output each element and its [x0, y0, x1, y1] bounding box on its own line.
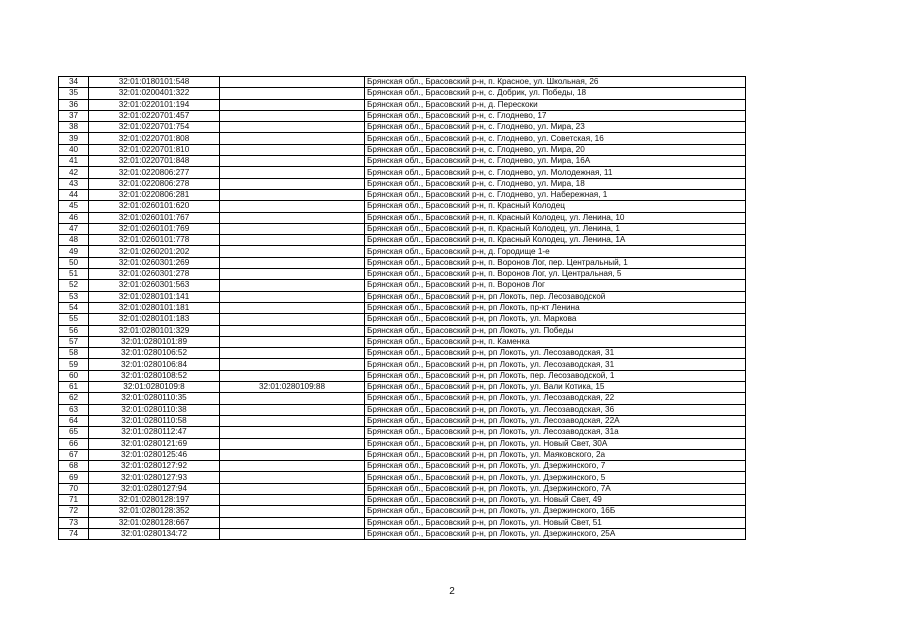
row-number-cell: 48: [59, 235, 89, 246]
table-row: [59, 438, 746, 449]
address-cell: Брянская обл., Брасовский р-н, с. Глоднево, ул. Мира, 16А: [365, 156, 746, 167]
address-cell: Брянская обл., Брасовский р-н, рп Локоть, ул. Лесозаводская, 22А: [365, 415, 746, 426]
row-number-cell: 51: [59, 269, 89, 280]
table-row: [59, 359, 746, 370]
table-row: [59, 167, 746, 178]
related-cadastral-number-cell: [220, 167, 365, 178]
cadastral-number-cell: 32:01:0280134:72: [89, 528, 220, 539]
cadastral-number-cell: 32:01:0280101:89: [89, 336, 220, 347]
table-row: [59, 212, 746, 223]
table-row: [59, 415, 746, 426]
related-cadastral-number-cell: [220, 144, 365, 155]
related-cadastral-number-cell: [220, 359, 365, 370]
address-cell: Брянская обл., Брасовский р-н, рп Локоть, ул. Маяковского, 2а: [365, 449, 746, 460]
row-number-cell: 62: [59, 393, 89, 404]
cadastral-number-cell: 32:01:0280101:141: [89, 291, 220, 302]
cadastral-number-cell: 32:01:0260301:563: [89, 280, 220, 291]
related-cadastral-number-cell: [220, 336, 365, 347]
table-row: [59, 99, 746, 110]
related-cadastral-number-cell: [220, 122, 365, 133]
row-number-cell: 65: [59, 427, 89, 438]
address-cell: Брянская обл., Брасовский р-н, рп Локоть, пер. Лесозаводской: [365, 291, 746, 302]
row-number-cell: 58: [59, 348, 89, 359]
table-row: [59, 393, 746, 404]
table-row: [59, 291, 746, 302]
row-number-cell: 44: [59, 189, 89, 200]
address-cell: Брянская обл., Брасовский р-н, рп Локоть, ул. Новый Свет, 51: [365, 517, 746, 528]
row-number-cell: 47: [59, 223, 89, 234]
cadastral-number-cell: 32:01:0220806:277: [89, 167, 220, 178]
row-number-cell: 73: [59, 517, 89, 528]
address-cell: Брянская обл., Брасовский р-н, рп Локоть, ул. Дзержинского, 16Б: [365, 506, 746, 517]
row-number-cell: 64: [59, 415, 89, 426]
cadastral-number-cell: 32:01:0220806:278: [89, 178, 220, 189]
address-cell: Брянская обл., Брасовский р-н, рп Локоть, ул. Лесозаводская, 31: [365, 348, 746, 359]
address-cell: Брянская обл., Брасовский р-н, с. Глоднево, ул. Мира, 20: [365, 144, 746, 155]
table-row: [59, 348, 746, 359]
table-row: [59, 178, 746, 189]
table-row: [59, 302, 746, 313]
table-row: [59, 110, 746, 121]
row-number-cell: 56: [59, 325, 89, 336]
address-cell: Брянская обл., Брасовский р-н, рп Локоть, ул. Дзержинского, 25А: [365, 528, 746, 539]
related-cadastral-number-cell: [220, 302, 365, 313]
table-row: [59, 382, 746, 393]
table-row: [59, 246, 746, 257]
cadastral-number-cell: 32:01:0220701:808: [89, 133, 220, 144]
row-number-cell: 52: [59, 280, 89, 291]
table-row: [59, 223, 746, 234]
row-number-cell: 60: [59, 370, 89, 381]
table-row: [59, 483, 746, 494]
table-row: [59, 189, 746, 200]
related-cadastral-number-cell: [220, 325, 365, 336]
related-cadastral-number-cell: [220, 235, 365, 246]
row-number-cell: 55: [59, 314, 89, 325]
cadastral-number-cell: 32:01:0280127:94: [89, 483, 220, 494]
row-number-cell: 68: [59, 461, 89, 472]
table-row: [59, 235, 746, 246]
row-number-cell: 74: [59, 528, 89, 539]
cadastral-number-cell: 32:01:0280109:8: [89, 382, 220, 393]
address-cell: Брянская обл., Брасовский р-н, с. Глоднево, ул. Мира, 23: [365, 122, 746, 133]
row-number-cell: 54: [59, 302, 89, 313]
row-number-cell: 71: [59, 494, 89, 505]
related-cadastral-number-cell: [220, 393, 365, 404]
related-cadastral-number-cell: [220, 483, 365, 494]
row-number-cell: 59: [59, 359, 89, 370]
cadastral-number-cell: 32:01:0280106:52: [89, 348, 220, 359]
related-cadastral-number-cell: [220, 212, 365, 223]
row-number-cell: 67: [59, 449, 89, 460]
cadastral-number-cell: 32:01:0280128:352: [89, 506, 220, 517]
cadastral-number-cell: 32:01:0280110:58: [89, 415, 220, 426]
table-row: [59, 133, 746, 144]
address-cell: Брянская обл., Брасовский р-н, рп Локоть, ул. Лесозаводская, 31а: [365, 427, 746, 438]
row-number-cell: 53: [59, 291, 89, 302]
cadastral-number-cell: 32:01:0280112:47: [89, 427, 220, 438]
address-cell: Брянская обл., Брасовский р-н, п. Красное, ул. Школьная, 26: [365, 77, 746, 88]
table-row: [59, 404, 746, 415]
table-row: [59, 449, 746, 460]
related-cadastral-number-cell: [220, 528, 365, 539]
row-number-cell: 41: [59, 156, 89, 167]
address-cell: Брянская обл., Брасовский р-н, с. Глоднево, 17: [365, 110, 746, 121]
table-body: [59, 77, 746, 540]
related-cadastral-number-cell: 32:01:0280109:88: [220, 382, 365, 393]
cadastral-number-cell: 32:01:0200401:322: [89, 88, 220, 99]
row-number-cell: 63: [59, 404, 89, 415]
cadastral-number-cell: 32:01:0220701:754: [89, 122, 220, 133]
address-cell: Брянская обл., Брасовский р-н, рп Локоть, пер. Лесозаводской, 1: [365, 370, 746, 381]
address-cell: Брянская обл., Брасовский р-н, рп Локоть, ул. Маркова: [365, 314, 746, 325]
address-cell: Брянская обл., Брасовский р-н, п. Красный Колодец, ул. Ленина, 1А: [365, 235, 746, 246]
related-cadastral-number-cell: [220, 438, 365, 449]
table-row: [59, 427, 746, 438]
cadastral-number-cell: 32:01:0260101:620: [89, 201, 220, 212]
cadastral-number-cell: 32:01:0280121:69: [89, 438, 220, 449]
related-cadastral-number-cell: [220, 189, 365, 200]
table-row: [59, 156, 746, 167]
row-number-cell: 34: [59, 77, 89, 88]
related-cadastral-number-cell: [220, 449, 365, 460]
table-row: [59, 88, 746, 99]
related-cadastral-number-cell: [220, 472, 365, 483]
related-cadastral-number-cell: [220, 494, 365, 505]
address-cell: Брянская обл., Брасовский р-н, с. Глоднево, ул. Мира, 18: [365, 178, 746, 189]
address-cell: Брянская обл., Брасовский р-н, рп Локоть, ул. Дзержинского, 7А: [365, 483, 746, 494]
address-cell: Брянская обл., Брасовский р-н, п. Воронов Лог: [365, 280, 746, 291]
address-cell: Брянская обл., Брасовский р-н, п. Каменка: [365, 336, 746, 347]
cadastral-number-cell: 32:01:0180101:548: [89, 77, 220, 88]
related-cadastral-number-cell: [220, 246, 365, 257]
address-cell: Брянская обл., Брасовский р-н, п. Красный Колодец: [365, 201, 746, 212]
row-number-cell: 45: [59, 201, 89, 212]
table-row: [59, 461, 746, 472]
related-cadastral-number-cell: [220, 110, 365, 121]
related-cadastral-number-cell: [220, 178, 365, 189]
address-cell: Брянская обл., Брасовский р-н, рп Локоть, ул. Дзержинского, 7: [365, 461, 746, 472]
row-number-cell: 36: [59, 99, 89, 110]
related-cadastral-number-cell: [220, 201, 365, 212]
cadastral-number-cell: 32:01:0280101:181: [89, 302, 220, 313]
cadastral-number-cell: 32:01:0280101:329: [89, 325, 220, 336]
address-cell: Брянская обл., Брасовский р-н, с. Глоднево, ул. Молодежная, 11: [365, 167, 746, 178]
row-number-cell: 72: [59, 506, 89, 517]
table-row: [59, 517, 746, 528]
table-row: [59, 336, 746, 347]
table-row: [59, 77, 746, 88]
cadastral-number-cell: 32:01:0220806:281: [89, 189, 220, 200]
address-cell: Брянская обл., Брасовский р-н, п. Воронов Лог, ул. Центральная, 5: [365, 269, 746, 280]
table-row: [59, 528, 746, 539]
cadastral-number-cell: 32:01:0260301:269: [89, 257, 220, 268]
cadastral-number-cell: 32:01:0260101:778: [89, 235, 220, 246]
related-cadastral-number-cell: [220, 269, 365, 280]
table-row: [59, 494, 746, 505]
related-cadastral-number-cell: [220, 517, 365, 528]
table-row: [59, 506, 746, 517]
address-cell: Брянская обл., Брасовский р-н, рп Локоть, ул. Новый Свет, 30А: [365, 438, 746, 449]
table-row: [59, 201, 746, 212]
address-cell: Брянская обл., Брасовский р-н, рп Локоть, ул. Лесозаводская, 22: [365, 393, 746, 404]
related-cadastral-number-cell: [220, 133, 365, 144]
related-cadastral-number-cell: [220, 404, 365, 415]
row-number-cell: 37: [59, 110, 89, 121]
cadastral-number-cell: 32:01:0220701:848: [89, 156, 220, 167]
row-number-cell: 69: [59, 472, 89, 483]
related-cadastral-number-cell: [220, 291, 365, 302]
related-cadastral-number-cell: [220, 415, 365, 426]
cadastral-number-cell: 32:01:0280106:84: [89, 359, 220, 370]
cadastral-number-cell: 32:01:0260301:278: [89, 269, 220, 280]
related-cadastral-number-cell: [220, 99, 365, 110]
table-row: [59, 325, 746, 336]
related-cadastral-number-cell: [220, 348, 365, 359]
address-cell: Брянская обл., Брасовский р-н, рп Локоть, пр-кт Ленина: [365, 302, 746, 313]
row-number-cell: 39: [59, 133, 89, 144]
address-cell: Брянская обл., Брасовский р-н, п. Красный Колодец, ул. Ленина, 10: [365, 212, 746, 223]
related-cadastral-number-cell: [220, 461, 365, 472]
address-cell: Брянская обл., Брасовский р-н, с. Глоднево, ул. Советская, 16: [365, 133, 746, 144]
cadastral-number-cell: 32:01:0280110:38: [89, 404, 220, 415]
row-number-cell: 46: [59, 212, 89, 223]
cadastral-number-cell: 32:01:0260101:767: [89, 212, 220, 223]
row-number-cell: 70: [59, 483, 89, 494]
address-cell: Брянская обл., Брасовский р-н, рп Локоть, ул. Лесозаводская, 36: [365, 404, 746, 415]
address-cell: Брянская обл., Брасовский р-н, д. Городище 1-е: [365, 246, 746, 257]
cadastral-number-cell: 32:01:0280101:183: [89, 314, 220, 325]
table-row: [59, 472, 746, 483]
row-number-cell: 38: [59, 122, 89, 133]
row-number-cell: 61: [59, 382, 89, 393]
table-row: [59, 314, 746, 325]
cadastral-number-cell: 32:01:0220701:810: [89, 144, 220, 155]
cadastral-number-cell: 32:01:0260101:769: [89, 223, 220, 234]
row-number-cell: 49: [59, 246, 89, 257]
related-cadastral-number-cell: [220, 257, 365, 268]
cadastral-number-cell: 32:01:0280127:93: [89, 472, 220, 483]
cadastral-number-cell: 32:01:0280127:92: [89, 461, 220, 472]
row-number-cell: 40: [59, 144, 89, 155]
address-cell: Брянская обл., Брасовский р-н, п. Воронов Лог, пер. Центральный, 1: [365, 257, 746, 268]
address-cell: Брянская обл., Брасовский р-н, рп Локоть, ул. Дзержинского, 5: [365, 472, 746, 483]
cadastral-number-cell: 32:01:0280125:46: [89, 449, 220, 460]
related-cadastral-number-cell: [220, 370, 365, 381]
related-cadastral-number-cell: [220, 314, 365, 325]
related-cadastral-number-cell: [220, 427, 365, 438]
cadastral-number-cell: 32:01:0260201:202: [89, 246, 220, 257]
cadastral-number-cell: 32:01:0280128:667: [89, 517, 220, 528]
related-cadastral-number-cell: [220, 506, 365, 517]
related-cadastral-number-cell: [220, 88, 365, 99]
table-row: [59, 144, 746, 155]
address-cell: Брянская обл., Брасовский р-н, рп Локоть, ул. Лесозаводская, 31: [365, 359, 746, 370]
table-row: [59, 370, 746, 381]
address-cell: Брянская обл., Брасовский р-н, с. Добрик, ул. Победы, 18: [365, 88, 746, 99]
address-cell: Брянская обл., Брасовский р-н, рп Локоть, ул. Новый Свет, 49: [365, 494, 746, 505]
related-cadastral-number-cell: [220, 223, 365, 234]
cadastral-number-cell: 32:01:0220101:194: [89, 99, 220, 110]
row-number-cell: 66: [59, 438, 89, 449]
related-cadastral-number-cell: [220, 280, 365, 291]
cadastral-number-cell: 32:01:0280110:35: [89, 393, 220, 404]
address-cell: Брянская обл., Брасовский р-н, рп Локоть, ул. Вали Котика, 15: [365, 382, 746, 393]
address-cell: Брянская обл., Брасовский р-н, д. Перескоки: [365, 99, 746, 110]
row-number-cell: 35: [59, 88, 89, 99]
page-number: 2: [449, 586, 455, 597]
cadastral-number-cell: 32:01:0220701:457: [89, 110, 220, 121]
row-number-cell: 42: [59, 167, 89, 178]
table-row: [59, 269, 746, 280]
address-cell: Брянская обл., Брасовский р-н, рп Локоть, ул. Победы: [365, 325, 746, 336]
table-row: [59, 257, 746, 268]
related-cadastral-number-cell: [220, 156, 365, 167]
address-cell: Брянская обл., Брасовский р-н, с. Глоднево, ул. Набережная, 1: [365, 189, 746, 200]
row-number-cell: 57: [59, 336, 89, 347]
row-number-cell: 50: [59, 257, 89, 268]
related-cadastral-number-cell: [220, 77, 365, 88]
cadastral-number-cell: 32:01:0280128:197: [89, 494, 220, 505]
table-row: [59, 122, 746, 133]
cadastral-number-cell: 32:01:0280108:52: [89, 370, 220, 381]
address-cell: Брянская обл., Брасовский р-н, п. Красный Колодец, ул. Ленина, 1: [365, 223, 746, 234]
row-number-cell: 43: [59, 178, 89, 189]
property-register-table: [58, 76, 746, 540]
table-row: [59, 280, 746, 291]
